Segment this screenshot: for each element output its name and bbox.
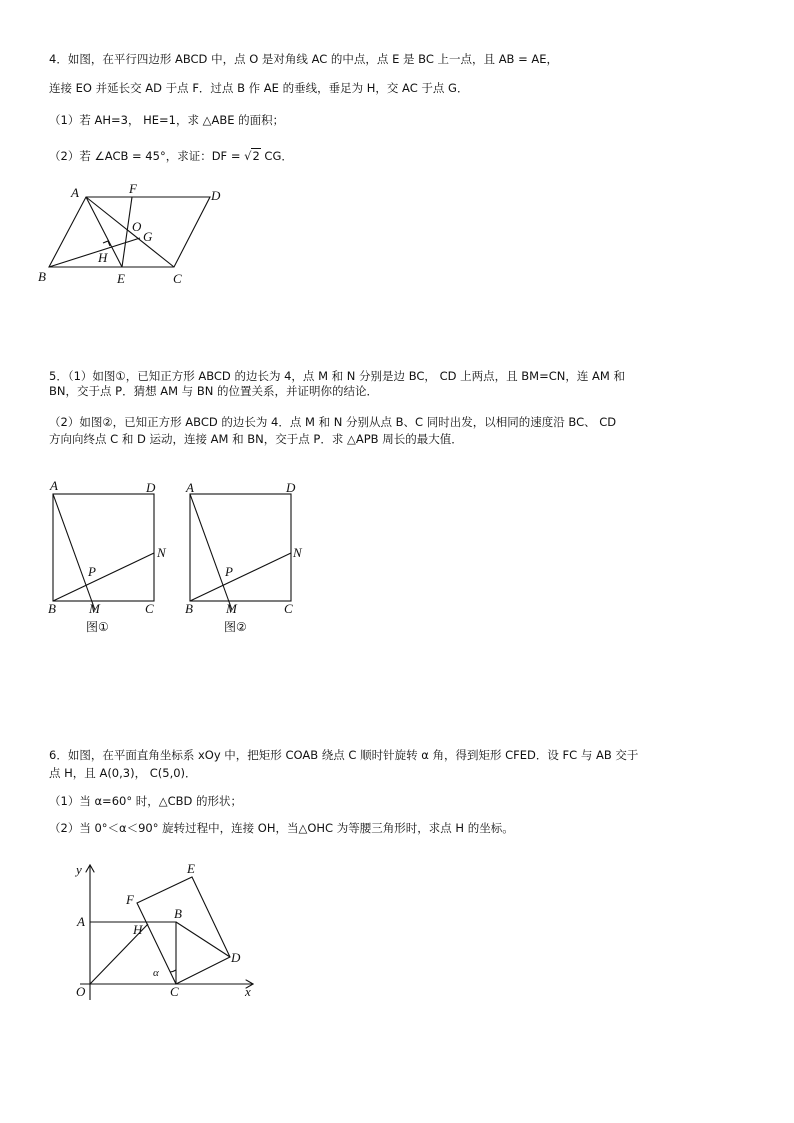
problem6-part2: （2）当 0°＜α＜90° 旋转过程中，连接 OH，当△OHC 为等腰三角形时，求点 H 的坐标。 — [49, 821, 514, 835]
p5f2-label-C: C — [284, 601, 293, 616]
square-ABCD-1 — [53, 494, 154, 601]
p5f2-label-B: B — [185, 601, 193, 616]
p4-label-H: H — [98, 250, 108, 265]
p4-label-C: C — [173, 271, 182, 286]
angle-alpha-arc — [170, 970, 176, 972]
problem4-line2: 连接 EO 并延长交 AD 于点 F．过点 B 作 AE 的垂线，垂足为 H，交 AC 于点 G． — [49, 81, 469, 95]
p4-label-A: A — [71, 185, 79, 200]
p5f1-label-A: A — [50, 478, 58, 493]
p4-label-B: B — [38, 269, 46, 284]
p5f1-label-C: C — [145, 601, 154, 616]
p4-label-G: G — [143, 229, 153, 244]
p6-label-A: A — [77, 914, 85, 929]
problem5-line1: 5．（1）如图①，已知正方形 ABCD 的边长为 4，点 M 和 N 分别是边 BC， CD 上两点，且 BM=CN，连 AM 和 — [49, 369, 625, 383]
p6-label-x: x — [245, 984, 251, 999]
problem5-figure2 — [190, 494, 291, 610]
p6-label-O: O — [76, 984, 86, 999]
p4-label-E: E — [117, 271, 125, 286]
p5f2-label-N: N — [293, 545, 302, 560]
p6-label-B: B — [174, 906, 182, 921]
p5f2-label-P: P — [225, 564, 233, 579]
sqrt-symbol: √2 — [244, 149, 260, 163]
segment-BN-2 — [190, 553, 291, 601]
problem5-figure1 — [53, 494, 154, 610]
p5f1-label-P: P — [88, 564, 96, 579]
p5f1-label-N: N — [157, 545, 166, 560]
sqrt-radicand: 2 — [252, 149, 260, 163]
problem4-part1: （1）若 AH=3， HE=1，求 △ABE 的面积； — [49, 113, 285, 127]
problem5-line4: 方向向终点 C 和 D 运动，连接 AM 和 BN，交于点 P．求 △APB 周长的最大值． — [49, 432, 463, 446]
problem6-figure — [80, 866, 252, 1000]
p5f2-label-D: D — [286, 480, 296, 495]
p6-label-H: H — [133, 922, 143, 937]
problem4-figure — [49, 197, 210, 267]
p5f2-label-A: A — [186, 480, 194, 495]
p6-label-D: D — [231, 950, 241, 965]
segment-AM-1 — [53, 494, 95, 610]
problem5-line3: （2）如图②，已知正方形 ABCD 的边长为 4．点 M 和 N 分别从点 B、C 同时出发，以相同的速度沿 BC、 CD — [49, 415, 617, 429]
p5f2-label-M: M — [226, 601, 237, 616]
p6-label-E: E — [187, 861, 195, 876]
problem4-line1: 4．如图，在平行四边形 ABCD 中，点 O 是对角线 AC 的中点，点 E 是 BC 上一点，且 AB = AE， — [49, 52, 559, 66]
segment-AM-2 — [190, 494, 232, 610]
p6-label-F: F — [126, 892, 134, 907]
p5f1-label-M: M — [89, 601, 100, 616]
figure1-caption: 图① — [86, 620, 109, 634]
p6-label-y: y — [76, 862, 82, 877]
p6-label-alpha: α — [153, 967, 159, 979]
problem4-part2-pre: （2）若 ∠ACB = 45°，求证：DF = — [49, 149, 245, 163]
figure2-caption: 图② — [224, 620, 247, 634]
problem5-line2: BN，交于点 P．猜想 AM 与 BN 的位置关系，并证明你的结论． — [49, 384, 378, 398]
rectangle-CFED — [137, 877, 230, 984]
problem6-line2: 点 H，且 A(0,3)， C(5,0)． — [49, 766, 197, 780]
p4-label-O: O — [132, 219, 142, 234]
p4-label-D: D — [211, 188, 221, 203]
p4-label-F: F — [129, 181, 137, 196]
problem4-part2-post: CG． — [260, 149, 293, 163]
problem6-line1: 6．如图，在平面直角坐标系 xOy 中，把矩形 COAB 绕点 C 顺时针旋转 α 角，得到矩形 CFED．设 FC 与 AB 交于 — [49, 748, 639, 762]
problem6-part1: （1）当 α=60° 时，△CBD 的形状； — [49, 794, 243, 808]
p5f1-label-B: B — [48, 601, 56, 616]
segment-BN-1 — [53, 553, 154, 601]
p5f1-label-D: D — [146, 480, 156, 495]
square-ABCD-2 — [190, 494, 291, 601]
p6-label-C: C — [170, 984, 179, 999]
